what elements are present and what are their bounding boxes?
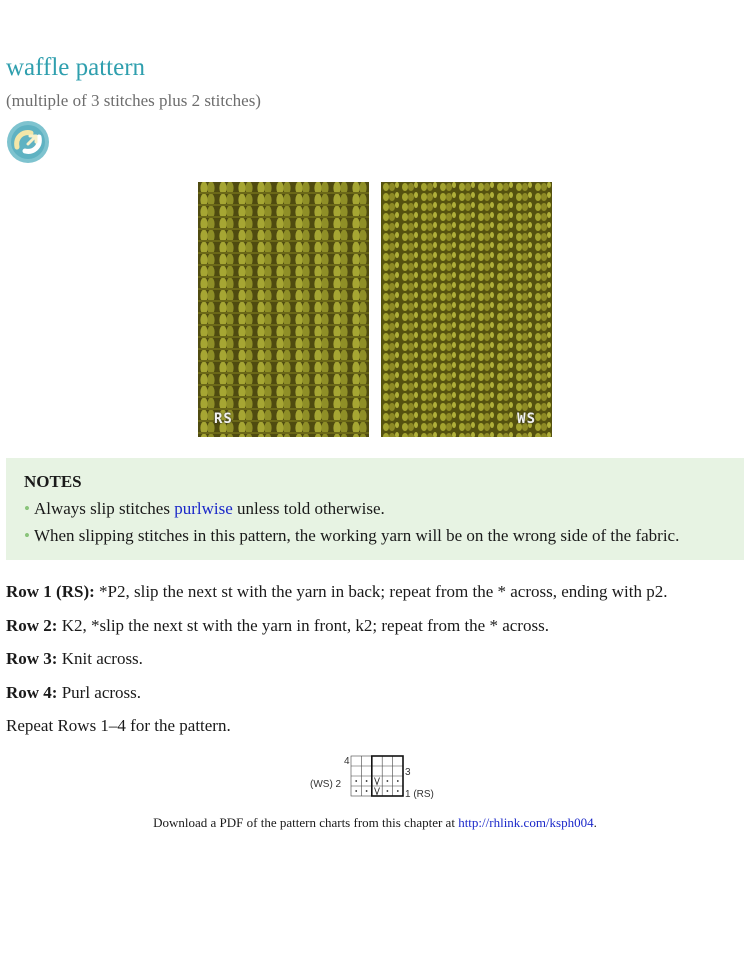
pattern-row-2: Row 2: K2, *slip the next st with the yarn in front, k2; repeat from the * across. [6,616,549,635]
ws-swatch-photo [381,182,552,437]
chart-row-2-label: (WS) 2 [310,779,342,790]
pdf-download-link[interactable]: http://rhlink.com/ksph004 [458,815,594,830]
page-title: waffle pattern [6,54,146,81]
rs-swatch-photo [198,182,369,437]
pattern-row-4: Row 4: Purl across. [6,683,142,702]
pattern-row-1: Row 1 (RS): *P2, slip the next st with the yarn in back; repeat from the * across, ending with p2. [6,582,668,601]
slip-stitch-icon [6,120,50,164]
repeat-instruction: Repeat Rows 1–4 for the pattern. [6,716,231,735]
notes-box [6,458,744,560]
stitch-multiple: (multiple of 3 stitches plus 2 stitches) [6,91,261,110]
purlwise-link[interactable]: purlwise [174,499,233,518]
ws-label: WS [517,411,536,427]
notes-heading: NOTES [24,472,82,491]
rs-label: RS [214,411,233,427]
chart-row-4-label: 4 [344,756,350,767]
note-item: • Always slip stitches purlwise unless told otherwise. [24,499,385,518]
pattern-row-3: Row 3: Knit across. [6,649,143,668]
bullet-icon: • [24,526,30,545]
bullet-icon: • [24,499,30,518]
chart-row-3-label: 3 [405,767,411,778]
chart-row-1-label: 1 (RS) [405,789,434,800]
note-item: • When slipping stitches in this pattern, the working yarn will be on the wrong side of the fabric. [24,526,680,545]
download-note: Download a PDF of the pattern charts from this chapter at http://rhlink.com/ksph004. [153,815,597,830]
stitch-chart [310,752,445,802]
